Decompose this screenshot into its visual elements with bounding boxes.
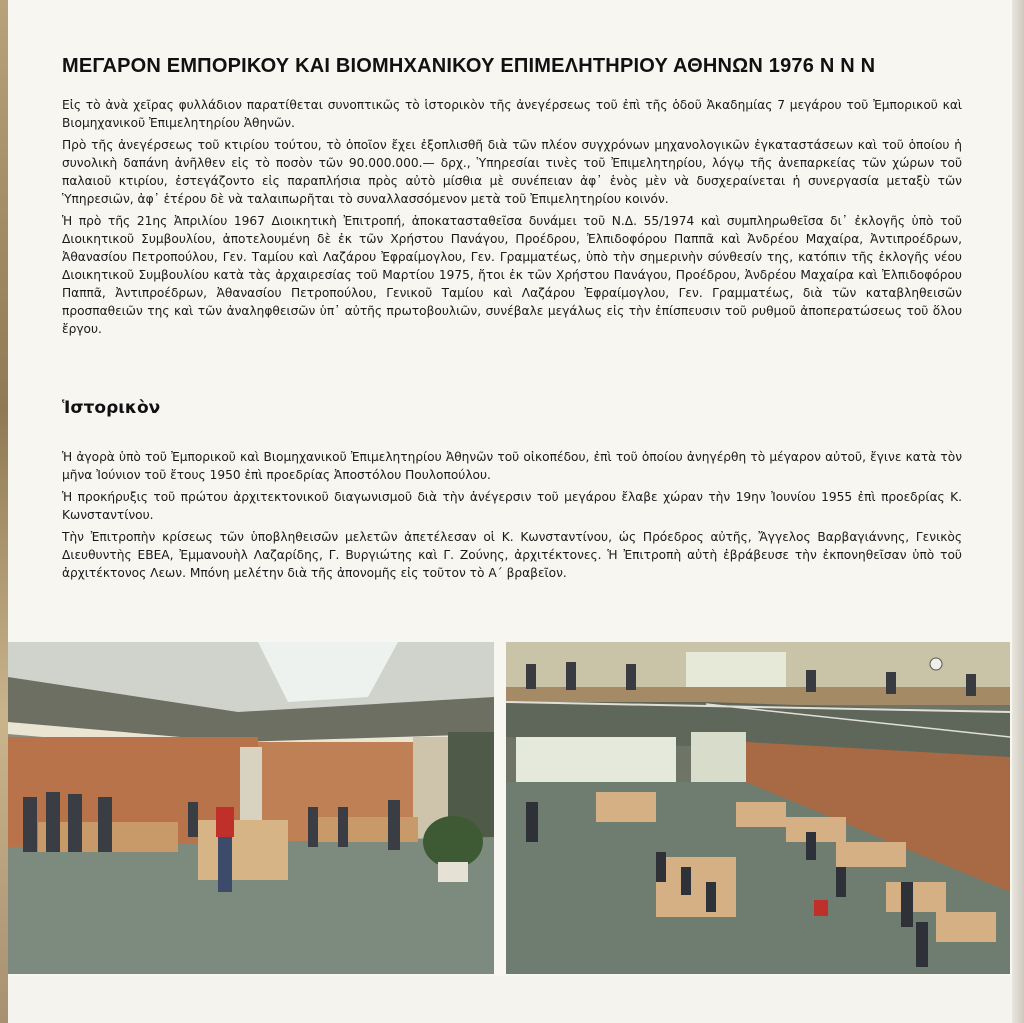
- history-paragraph: Ἡ ἀγορὰ ὑπὸ τοῦ Ἐμπορικοῦ καὶ Βιομηχανικοῦ Ἐπιμελητηρίου Ἀθηνῶν τοῦ οἰκοπέδου, ἐπὶ τοῦ ὁποίου ἀνηγέρθη τὸ μέγαρον αὐτοῦ, ἔγινε κατὰ τὸν μῆνα Ἰούνιον τοῦ ἔτους 1950 ἐπὶ προεδρίας Ἀποστόλου Πουλοπούλου.: [62, 450, 962, 482]
- intro-text: [62, 96, 962, 342]
- page-title: ΜΕΓΑΡΟΝ ΕΜΠΟΡΙΚΟΥ ΚΑΙ ΒΙΟΜΗΧΑΝΙΚΟΥ ΕΠΙΜΕΛΗΤΗΡΙΟΥ ΑΘΗΝΩΝ 1976 Ν Ν Ν: [62, 55, 876, 77]
- photo-banking-hall: [8, 642, 494, 974]
- photo-service-hall: [506, 642, 1010, 974]
- intro-paragraph: Ἡ πρὸ τῆς 21ης Ἀπριλίου 1967 Διοικητικὴ Ἐπιτροπή, ἀποκατασταθεῖσα δυνάμει τοῦ Ν.Δ. 55/1974 καὶ συμπληρωθεῖσα δι᾽ ἐκλογῆς ὑπὸ τοῦ Διοικητικοῦ Συμβουλίου, ἀποτελουμένη δὲ ἐκ τῶν Χρήστου Πανάγου, Προέδρου, Ἐλπιδοφόρου Παππᾶ καὶ Ἀνδρέου Μαχαίρα, Ἀντιπροέδρων, Ἀθανασίου Πετροπούλου, Γεν. Ταμίου καὶ Λαζάρου Ἐφραίμογλου, Γεν. Γραμματέως, ὑπὸ τὴν σημερινὴν σύνθεσίν της, κατόπιν τῆς ἐκλογῆς νέου Διοικητικοῦ Συμβουλίου κατὰ τὰς ἀρχαιρεσίας τοῦ Μαρτίου 1975, ἤτοι ἐκ τῶν Χρήστου Πανάγου, Προέδρου, Ἀνδρέου Μαχαίρα καὶ Ἐλπιδοφόρου Παππᾶ, Ἀντιπροέδρων, Ἀθανασίου Πετροπούλου, Γενικοῦ Ταμίου καὶ Λαζάρου Ἐφραίμογλου, Γεν. Γραμματέως, διὰ τῶν καταβληθεισῶν προσπαθειῶν της καὶ τῶν ἀναληφθεισῶν ὑπ᾽ αὐτῆς πρωτοβουλιῶν, συνέβαλε μεγάλως εἰς τὴν ἐπίσπευσιν τοῦ ρυθμοῦ ἀποπερατώσεως τοῦ ὅλου ἔργου.: [62, 214, 962, 336]
- history-heading: Ἱστορικὸν: [62, 398, 161, 418]
- history-text: [62, 448, 962, 586]
- adjacent-page-strip: [0, 0, 8, 1023]
- page-edge: [1012, 0, 1024, 1023]
- intro-paragraph: Πρὸ τῆς ἀνεγέρσεως τοῦ κτιρίου τούτου, τὸ ὁποῖον ἔχει ἐξοπλισθῆ διὰ τῶν πλέον συγχρόνων μηχανολογικῶν ἐγκαταστάσεων καὶ τοῦ ὁποίου ἡ συνολικὴ δαπάνη ἀνῆλθεν εἰς τὸ ποσὸν τῶν 90.000.000.— δρχ., Ὑπηρεσίαι τινὲς τοῦ Ἐπιμελητηρίου, λόγῳ τῆς ἀνεπαρκείας τῶν χώρων τοῦ παλαιοῦ κτιρίου, ἐστεγάζοντο εἰς παραπλήσια πρὸς αὐτὸ μίσθια μὲ συνέπειαν ἀφ᾽ ἑνὸς μὲν νὰ δυσχεραίνεται ἡ συνεργασία μεταξὺ τῶν Ὑπηρεσιῶν, ἀφ᾽ ἑτέρου δὲ νὰ ταλαιπωρῆται τὸ συναλλασσόμενον μετὰ τοῦ Ἐπιμελητηρίου κοινόν.: [62, 138, 962, 206]
- banking-hall-illustration: [8, 642, 494, 974]
- intro-paragraph: Εἰς τὸ ἀνὰ χεῖρας φυλλάδιον παρατίθεται συνοπτικῶς τὸ ἱστορικὸν τῆς ἀνεγέρσεως τοῦ ἐπὶ τῆς ὁδοῦ Ἀκαδημίας 7 μεγάρου τοῦ Ἐμπορικοῦ καὶ Βιομηχανικοῦ Ἐπιμελητηρίου Ἀθηνῶν.: [62, 98, 962, 130]
- page-bottom-margin: [8, 976, 1012, 1023]
- history-paragraph: Τὴν Ἐπιτροπὴν κρίσεως τῶν ὑποβληθεισῶν μελετῶν ἀπετέλεσαν οἱ Κ. Κωνσταντίνου, ὡς Πρόεδρος αὐτῆς, Ἄγγελος Βαρβαγιάννης, Γενικὸς Διευθυντὴς ΕΒΕΑ, Ἐμμανουὴλ Λαζαρίδης, Γ. Βυργιώτης καὶ Γ. Ζούνης, ἀρχιτέκτονες. Ἡ Ἐπιτροπὴ αὐτὴ ἐβράβευσε τὴν ἐκπονηθεῖσαν ὑπὸ τοῦ ἀρχιτέκτονος Λεων. Μπόνη μελέτην διὰ τῆς ἀπονομῆς εἰς τοῦτον τὸ Α΄ βραβεῖον.: [62, 530, 962, 580]
- history-paragraph: Ἡ προκήρυξις τοῦ πρώτου ἀρχιτεκτονικοῦ διαγωνισμοῦ διὰ τὴν ἀνέγερσιν τοῦ μεγάρου ἔλαβε χώραν τὴν 19ην Ἰουνίου 1955 ἐπὶ προεδρίας Κ. Κωνσταντίνου.: [62, 490, 962, 522]
- service-hall-illustration: [506, 642, 1010, 974]
